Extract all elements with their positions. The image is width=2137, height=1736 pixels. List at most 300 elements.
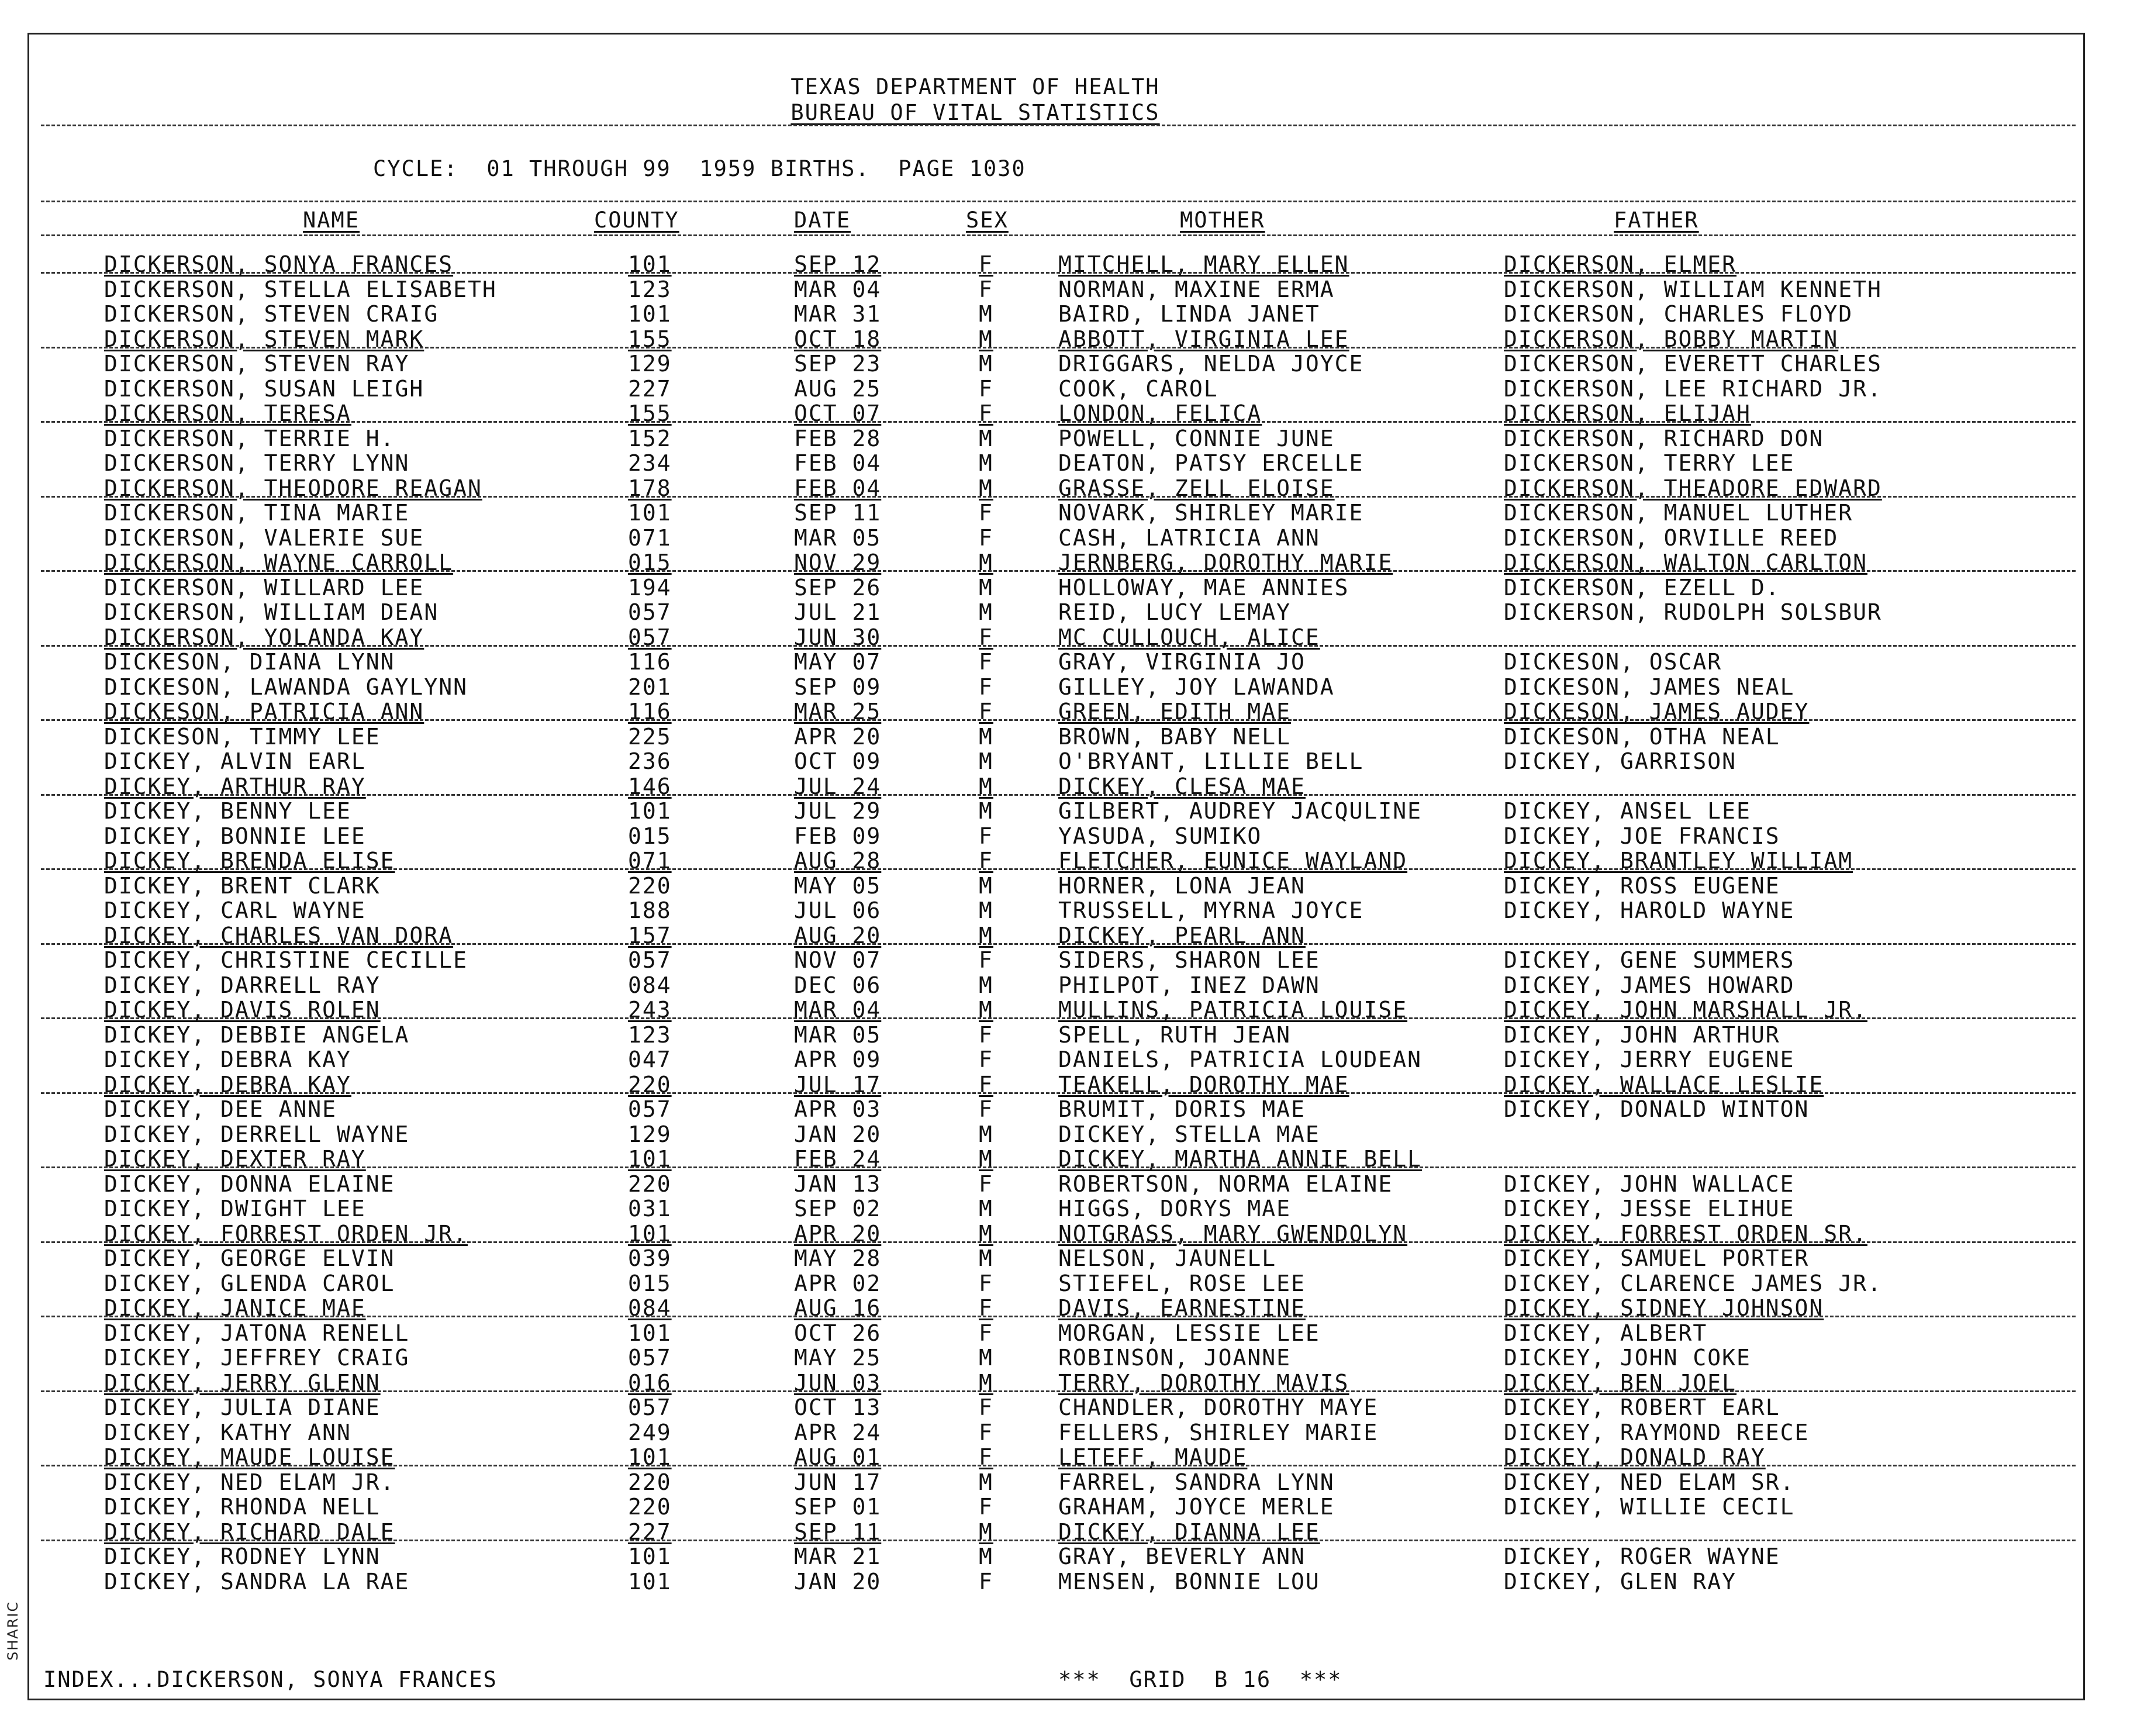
- cell-sex: F: [979, 1171, 993, 1197]
- cell-county: 146: [628, 773, 672, 799]
- row-divider: [41, 1241, 2076, 1243]
- cell-sex: F: [979, 375, 993, 402]
- cell-name: DICKEY, KATHY ANN: [104, 1419, 351, 1445]
- cell-county: 220: [628, 1494, 672, 1520]
- footer-grid: *** GRID B 16 ***: [1058, 1667, 1342, 1692]
- cell-name: DICKERSON, TERRY LYNN: [104, 450, 410, 476]
- cell-mother: GILBERT, AUDREY JACQULINE: [1058, 798, 1422, 824]
- row-divider: [41, 570, 2076, 572]
- cell-name: DICKERSON, VALERIE SUE: [104, 524, 424, 551]
- cell-father: DICKERSON, RICHARD DON: [1504, 425, 1824, 451]
- cell-mother: GRASSE, ZELL ELOISE: [1058, 475, 1335, 501]
- table-row: [29, 1321, 2087, 1345]
- cell-mother: MENSEN, BONNIE LOU: [1058, 1568, 1320, 1595]
- cell-county: 152: [628, 425, 672, 451]
- cell-mother: NORMAN, MAXINE ERMA: [1058, 276, 1335, 302]
- cell-father: DICKEY, RAYMOND REECE: [1504, 1419, 1810, 1445]
- table-row: [29, 1047, 2087, 1072]
- cell-date: APR 24: [794, 1419, 882, 1445]
- cell-date: JAN 20: [794, 1121, 882, 1147]
- cell-county: 243: [628, 997, 672, 1023]
- cell-county: 057: [628, 947, 672, 973]
- cell-name: DICKEY, DONNA ELAINE: [104, 1171, 395, 1197]
- cell-name: DICKEY, CHARLES VAN DORA: [104, 922, 454, 948]
- cell-father: DICKERSON, TERRY LEE: [1504, 450, 1795, 476]
- cell-name: DICKEY, CARL WAYNE: [104, 898, 366, 923]
- cell-date: APR 20: [794, 1220, 882, 1247]
- row-divider: [41, 347, 2076, 348]
- cell-mother: TEAKELL, DOROTHY MAE: [1058, 1071, 1349, 1097]
- cell-name: DICKEY, MAUDE LOUISE: [104, 1444, 395, 1470]
- cell-name: DICKEY, GEORGE ELVIN: [104, 1245, 395, 1271]
- cell-date: SEP 23: [794, 351, 882, 377]
- cell-county: 101: [628, 251, 672, 277]
- table-row: [29, 1420, 2087, 1445]
- cell-mother: JERNBERG, DOROTHY MARIE: [1058, 550, 1393, 575]
- cell-sex: F: [979, 1047, 993, 1072]
- table-row: [29, 1495, 2087, 1519]
- cell-mother: MITCHELL, MARY ELLEN: [1058, 251, 1349, 277]
- cell-sex: F: [979, 1320, 993, 1346]
- cell-name: DICKESON, TIMMY LEE: [104, 723, 381, 750]
- cell-mother: O'BRYANT, LILLIE BELL: [1058, 748, 1364, 774]
- cell-county: 101: [628, 1544, 672, 1569]
- cycle-line: CYCLE: 01 THROUGH 99 1959 BIRTHS. PAGE 1030: [373, 156, 1026, 181]
- cell-date: SEP 26: [794, 574, 882, 600]
- cell-father: DICKEY, JAMES HOWARD: [1504, 972, 1795, 998]
- cell-name: DICKEY, JULIA DIANE: [104, 1395, 381, 1420]
- cell-mother: DICKEY, STELLA MAE: [1058, 1121, 1320, 1147]
- row-divider: [41, 943, 2076, 945]
- cell-county: 225: [628, 723, 672, 750]
- cell-date: AUG 16: [794, 1295, 882, 1321]
- table-row: [29, 351, 2087, 376]
- cell-date: JAN 13: [794, 1171, 882, 1197]
- cell-county: 016: [628, 1369, 672, 1396]
- table-row: [29, 600, 2087, 624]
- cell-sex: M: [979, 748, 993, 774]
- cell-sex: F: [979, 1295, 993, 1321]
- cell-sex: F: [979, 276, 993, 302]
- table-row: [29, 675, 2087, 699]
- cell-name: DICKERSON, SONYA FRANCES: [104, 251, 454, 277]
- cell-name: DICKEY, DWIGHT LEE: [104, 1196, 366, 1221]
- row-divider: [41, 868, 2076, 870]
- cell-father: DICKERSON, RUDOLPH SOLSBUR: [1504, 599, 1882, 625]
- cell-mother: DICKEY, MARTHA ANNIE BELL: [1058, 1146, 1422, 1172]
- side-mark: SHARIC: [5, 1600, 21, 1661]
- cell-date: APR 09: [794, 1047, 882, 1072]
- cell-sex: M: [979, 1469, 993, 1495]
- cell-father: DICKEY, JOHN WALLACE: [1504, 1171, 1795, 1197]
- cell-name: DICKEY, BRENT CLARK: [104, 872, 381, 899]
- cell-date: DEC 06: [794, 972, 882, 998]
- cell-mother: BRUMIT, DORIS MAE: [1058, 1096, 1306, 1122]
- column-header-name: NAME: [303, 208, 360, 233]
- cell-father: DICKERSON, ELIJAH: [1504, 401, 1751, 426]
- cell-mother: GILLEY, JOY LAWANDA: [1058, 674, 1335, 700]
- cell-mother: ABBOTT, VIRGINIA LEE: [1058, 326, 1349, 352]
- cell-sex: M: [979, 475, 993, 501]
- cell-father: DICKERSON, WALTON CARLTON: [1504, 550, 1867, 575]
- cell-county: 236: [628, 748, 672, 774]
- table-row: [29, 874, 2087, 898]
- table-row: [29, 1544, 2087, 1569]
- cell-sex: F: [979, 524, 993, 551]
- cell-date: FEB 24: [794, 1146, 882, 1172]
- cell-father: DICKEY, SIDNEY JOHNSON: [1504, 1295, 1824, 1321]
- cell-date: JUN 17: [794, 1469, 882, 1495]
- cell-sex: M: [979, 1245, 993, 1271]
- cell-county: 039: [628, 1245, 672, 1271]
- cell-father: DICKERSON, WILLIAM KENNETH: [1504, 276, 1882, 302]
- cell-sex: F: [979, 649, 993, 675]
- cell-mother: FLETCHER, EUNICE WAYLAND: [1058, 848, 1408, 874]
- cell-date: FEB 09: [794, 823, 882, 849]
- cell-sex: F: [979, 674, 993, 700]
- cell-county: 015: [628, 823, 672, 849]
- cell-sex: F: [979, 1419, 993, 1445]
- cell-mother: GRAY, VIRGINIA JO: [1058, 649, 1306, 675]
- cell-mother: POWELL, CONNIE JUNE: [1058, 425, 1335, 451]
- cell-mother: GRAY, BEVERLY ANN: [1058, 1544, 1306, 1569]
- table-row: [29, 575, 2087, 600]
- cell-mother: ROBERTSON, NORMA ELAINE: [1058, 1171, 1393, 1197]
- cell-county: 249: [628, 1419, 672, 1445]
- bureau-title: BUREAU OF VITAL STATISTICS: [790, 100, 1160, 125]
- cell-father: DICKEY, GARRISON: [1504, 748, 1737, 774]
- cell-mother: YASUDA, SUMIKO: [1058, 823, 1262, 849]
- cell-name: DICKERSON, YOLANDA KAY: [104, 624, 424, 650]
- cell-mother: GREEN, EDITH MAE: [1058, 699, 1292, 724]
- cell-date: MAY 07: [794, 649, 882, 675]
- cell-date: AUG 20: [794, 922, 882, 948]
- cell-name: DICKERSON, TINA MARIE: [104, 500, 410, 526]
- cell-county: 057: [628, 624, 672, 650]
- cell-date: AUG 25: [794, 375, 882, 402]
- cell-mother: CASH, LATRICIA ANN: [1058, 524, 1320, 551]
- row-divider: [41, 1017, 2076, 1019]
- cell-name: DICKEY, GLENDA CAROL: [104, 1270, 395, 1296]
- cell-name: DICKERSON, WILLIAM DEAN: [104, 599, 439, 625]
- cell-mother: MORGAN, LESSIE LEE: [1058, 1320, 1320, 1346]
- cell-date: SEP 02: [794, 1196, 882, 1221]
- cell-father: DICKERSON, LEE RICHARD JR.: [1504, 375, 1882, 402]
- cell-county: 057: [628, 1395, 672, 1420]
- cell-sex: M: [979, 326, 993, 352]
- cell-mother: ROBINSON, JOANNE: [1058, 1345, 1292, 1371]
- cell-sex: M: [979, 1345, 993, 1371]
- cell-date: OCT 18: [794, 326, 882, 352]
- cell-county: 084: [628, 972, 672, 998]
- cell-sex: M: [979, 599, 993, 625]
- cell-county: 101: [628, 798, 672, 824]
- cell-date: OCT 09: [794, 748, 882, 774]
- cell-sex: M: [979, 773, 993, 799]
- table-row: [29, 724, 2087, 749]
- cell-sex: F: [979, 1494, 993, 1520]
- cell-date: OCT 13: [794, 1395, 882, 1420]
- cell-mother: NELSON, JAUNELL: [1058, 1245, 1277, 1271]
- cell-sex: F: [979, 1021, 993, 1048]
- cell-date: MAY 25: [794, 1345, 882, 1371]
- cell-date: MAR 31: [794, 301, 882, 327]
- cell-sex: F: [979, 1270, 993, 1296]
- cell-father: DICKEY, JOHN ARTHUR: [1504, 1021, 1780, 1048]
- cell-mother: NOTGRASS, MARY GWENDOLYN: [1058, 1220, 1408, 1247]
- cell-county: 116: [628, 649, 672, 675]
- cell-sex: M: [979, 898, 993, 923]
- cell-father: DICKEY, HAROLD WAYNE: [1504, 898, 1795, 923]
- cell-mother: FARREL, SANDRA LYNN: [1058, 1469, 1335, 1495]
- cell-father: DICKEY, WILLIE CECIL: [1504, 1494, 1795, 1520]
- cell-mother: MULLINS, PATRICIA LOUISE: [1058, 997, 1408, 1023]
- cell-father: DICKESON, OSCAR: [1504, 649, 1722, 675]
- cell-county: 031: [628, 1196, 672, 1221]
- cell-name: DICKEY, BONNIE LEE: [104, 823, 366, 849]
- table-row: [29, 973, 2087, 998]
- cell-county: 116: [628, 699, 672, 724]
- cell-county: 227: [628, 1518, 672, 1545]
- footer-index: INDEX...DICKERSON, SONYA FRANCES: [43, 1667, 498, 1692]
- cell-name: DICKEY, DEE ANNE: [104, 1096, 337, 1122]
- cell-county: 101: [628, 1444, 672, 1470]
- table-row: [29, 898, 2087, 923]
- cell-name: DICKERSON, STEVEN CRAIG: [104, 301, 439, 327]
- cell-date: JAN 20: [794, 1568, 882, 1595]
- cell-father: DICKERSON, ORVILLE REED: [1504, 524, 1839, 551]
- table-row: [29, 650, 2087, 674]
- cell-name: DICKEY, RODNEY LYNN: [104, 1544, 381, 1569]
- cell-mother: BROWN, BABY NELL: [1058, 723, 1292, 750]
- cell-date: JUL 17: [794, 1071, 882, 1097]
- cell-father: DICKEY, FORREST ORDEN SR.: [1504, 1220, 1867, 1247]
- cell-father: DICKEY, JOE FRANCIS: [1504, 823, 1780, 849]
- cell-mother: DRIGGARS, NELDA JOYCE: [1058, 351, 1364, 377]
- cell-mother: LETEFF, MAUDE: [1058, 1444, 1248, 1470]
- cell-date: JUL 21: [794, 599, 882, 625]
- cell-sex: F: [979, 401, 993, 426]
- table-row: [29, 1097, 2087, 1121]
- table-row: [29, 526, 2087, 550]
- cell-sex: M: [979, 1369, 993, 1396]
- cell-name: DICKERSON, SUSAN LEIGH: [104, 375, 424, 402]
- birth-index-page: [27, 33, 2085, 1700]
- cell-date: MAY 05: [794, 872, 882, 899]
- cell-name: DICKEY, RICHARD DALE: [104, 1518, 395, 1545]
- cell-date: JUL 06: [794, 898, 882, 923]
- table-row: [29, 1172, 2087, 1196]
- cell-date: AUG 28: [794, 848, 882, 874]
- cell-father: DICKEY, BEN JOEL: [1504, 1369, 1737, 1396]
- cell-father: DICKEY, SAMUEL PORTER: [1504, 1245, 1810, 1271]
- row-divider: [41, 645, 2076, 647]
- cell-mother: TRUSSELL, MYRNA JOYCE: [1058, 898, 1364, 923]
- table-row: [29, 426, 2087, 451]
- cell-name: DICKEY, JEFFREY CRAIG: [104, 1345, 410, 1371]
- cell-mother: PHILPOT, INEZ DAWN: [1058, 972, 1320, 998]
- cell-county: 101: [628, 1146, 672, 1172]
- cell-sex: M: [979, 425, 993, 451]
- table-row: [29, 749, 2087, 774]
- cell-name: DICKERSON, THEODORE REAGAN: [104, 475, 482, 501]
- cell-name: DICKEY, DEBRA KAY: [104, 1071, 351, 1097]
- cell-father: DICKESON, JAMES AUDEY: [1504, 699, 1810, 724]
- cell-name: DICKEY, BRENDA ELISE: [104, 848, 395, 874]
- cell-county: 015: [628, 550, 672, 575]
- table-row: [29, 1196, 2087, 1221]
- cell-father: DICKERSON, CHARLES FLOYD: [1504, 301, 1853, 327]
- cell-county: 101: [628, 301, 672, 327]
- cell-county: 227: [628, 375, 672, 402]
- cell-father: DICKEY, DONALD WINTON: [1504, 1096, 1810, 1122]
- cell-date: AUG 01: [794, 1444, 882, 1470]
- column-header-bottom-divider: [41, 234, 2076, 236]
- cell-date: MAR 04: [794, 276, 882, 302]
- cell-date: NOV 07: [794, 947, 882, 973]
- row-divider: [41, 1092, 2076, 1094]
- cell-father: DICKEY, ALBERT: [1504, 1320, 1708, 1346]
- cell-name: DICKEY, ARTHUR RAY: [104, 773, 366, 799]
- cell-sex: M: [979, 972, 993, 998]
- cell-father: DICKEY, GENE SUMMERS: [1504, 947, 1795, 973]
- cell-date: JUN 03: [794, 1369, 882, 1396]
- cell-sex: M: [979, 450, 993, 476]
- cell-mother: LONDON, FELICA: [1058, 401, 1262, 426]
- cell-mother: HORNER, LONA JEAN: [1058, 872, 1306, 899]
- table-row: [29, 1023, 2087, 1047]
- cell-sex: F: [979, 1395, 993, 1420]
- cell-county: 071: [628, 524, 672, 551]
- cell-name: DICKEY, DAVIS ROLEN: [104, 997, 381, 1023]
- cell-mother: BAIRD, LINDA JANET: [1058, 301, 1320, 327]
- cell-county: 047: [628, 1047, 672, 1072]
- cell-sex: M: [979, 574, 993, 600]
- cell-father: DICKESON, OTHA NEAL: [1504, 723, 1780, 750]
- cell-father: DICKESON, JAMES NEAL: [1504, 674, 1795, 700]
- table-row: [29, 451, 2087, 475]
- cell-name: DICKERSON, STEVEN RAY: [104, 351, 410, 377]
- cell-sex: M: [979, 1146, 993, 1172]
- cell-sex: F: [979, 251, 993, 277]
- cell-mother: GRAHAM, JOYCE MERLE: [1058, 1494, 1335, 1520]
- table-row: [29, 824, 2087, 848]
- cell-father: DICKERSON, ELMER: [1504, 251, 1737, 277]
- cell-date: APR 02: [794, 1270, 882, 1296]
- cell-sex: M: [979, 997, 993, 1023]
- cell-county: 157: [628, 922, 672, 948]
- cell-father: DICKERSON, BOBBY MARTIN: [1504, 326, 1839, 352]
- cell-county: 101: [628, 1220, 672, 1247]
- cell-name: DICKEY, CHRISTINE CECILLE: [104, 947, 468, 973]
- cell-county: 194: [628, 574, 672, 600]
- cell-father: DICKEY, ROSS EUGENE: [1504, 872, 1780, 899]
- cell-county: 101: [628, 1568, 672, 1595]
- cell-date: SEP 11: [794, 1518, 882, 1545]
- cell-sex: F: [979, 1071, 993, 1097]
- cell-sex: F: [979, 500, 993, 526]
- column-header-sex: SEX: [966, 208, 1009, 233]
- table-row: [29, 1246, 2087, 1271]
- cell-date: OCT 07: [794, 401, 882, 426]
- cell-sex: M: [979, 1518, 993, 1545]
- cell-sex: M: [979, 1196, 993, 1221]
- cell-mother: DICKEY, DIANNA LEE: [1058, 1518, 1320, 1545]
- cell-mother: COOK, CAROL: [1058, 375, 1218, 402]
- cell-sex: M: [979, 1544, 993, 1569]
- table-row: [29, 1122, 2087, 1147]
- cell-county: 129: [628, 1121, 672, 1147]
- cell-date: SEP 11: [794, 500, 882, 526]
- cell-sex: F: [979, 699, 993, 724]
- cell-name: DICKEY, SANDRA LA RAE: [104, 1568, 410, 1595]
- cell-father: DICKEY, ROBERT EARL: [1504, 1395, 1780, 1420]
- cell-county: 101: [628, 1320, 672, 1346]
- cell-father: DICKEY, WALLACE LESLIE: [1504, 1071, 1824, 1097]
- cell-father: DICKEY, BRANTLEY WILLIAM: [1504, 848, 1853, 874]
- cell-county: 123: [628, 1021, 672, 1048]
- cell-date: MAR 05: [794, 524, 882, 551]
- table-row: [29, 302, 2087, 326]
- cell-date: SEP 01: [794, 1494, 882, 1520]
- cell-father: DICKERSON, THEADORE EDWARD: [1504, 475, 1882, 501]
- cell-name: DICKEY, DARRELL RAY: [104, 972, 381, 998]
- cell-mother: MC CULLOUCH, ALICE: [1058, 624, 1320, 650]
- row-divider: [41, 1390, 2076, 1392]
- cell-mother: FELLERS, SHIRLEY MARIE: [1058, 1419, 1379, 1445]
- row-divider: [41, 719, 2076, 721]
- row-divider: [41, 1465, 2076, 1466]
- cell-name: DICKEY, JANICE MAE: [104, 1295, 366, 1321]
- cell-county: 220: [628, 1469, 672, 1495]
- cell-county: 015: [628, 1270, 672, 1296]
- cell-name: DICKERSON, WAYNE CARROLL: [104, 550, 454, 575]
- table-row: [29, 1470, 2087, 1495]
- cell-sex: F: [979, 1096, 993, 1122]
- column-header-county: COUNTY: [594, 208, 679, 233]
- cell-name: DICKEY, BENNY LEE: [104, 798, 351, 824]
- cell-father: DICKEY, DONALD RAY: [1504, 1444, 1766, 1470]
- cell-name: DICKEY, DEXTER RAY: [104, 1146, 366, 1172]
- cell-mother: HIGGS, DORYS MAE: [1058, 1196, 1292, 1221]
- cell-sex: M: [979, 872, 993, 899]
- cell-county: 188: [628, 898, 672, 923]
- column-header-top-divider: [41, 201, 2076, 202]
- cell-name: DICKEY, JATONA RENELL: [104, 1320, 410, 1346]
- table-row: [29, 1345, 2087, 1370]
- cell-name: DICKERSON, STELLA ELISABETH: [104, 276, 497, 302]
- cell-sex: M: [979, 1121, 993, 1147]
- cell-date: FEB 04: [794, 450, 882, 476]
- cell-name: DICKEY, RHONDA NELL: [104, 1494, 381, 1520]
- cell-sex: F: [979, 848, 993, 874]
- column-header-date: DATE: [794, 208, 851, 233]
- cell-county: 220: [628, 1171, 672, 1197]
- cell-county: 234: [628, 450, 672, 476]
- cell-date: MAY 28: [794, 1245, 882, 1271]
- cell-name: DICKERSON, TERESA: [104, 401, 351, 426]
- cell-date: MAR 21: [794, 1544, 882, 1569]
- cell-father: DICKEY, JESSE ELIHUE: [1504, 1196, 1795, 1221]
- cell-date: APR 20: [794, 723, 882, 750]
- cell-mother: DICKEY, CLESA MAE: [1058, 773, 1306, 799]
- cell-county: 057: [628, 599, 672, 625]
- cell-county: 178: [628, 475, 672, 501]
- cell-date: JUN 30: [794, 624, 882, 650]
- cell-mother: REID, LUCY LEMAY: [1058, 599, 1292, 625]
- cell-date: JUL 29: [794, 798, 882, 824]
- cell-father: DICKEY, CLARENCE JAMES JR.: [1504, 1270, 1882, 1296]
